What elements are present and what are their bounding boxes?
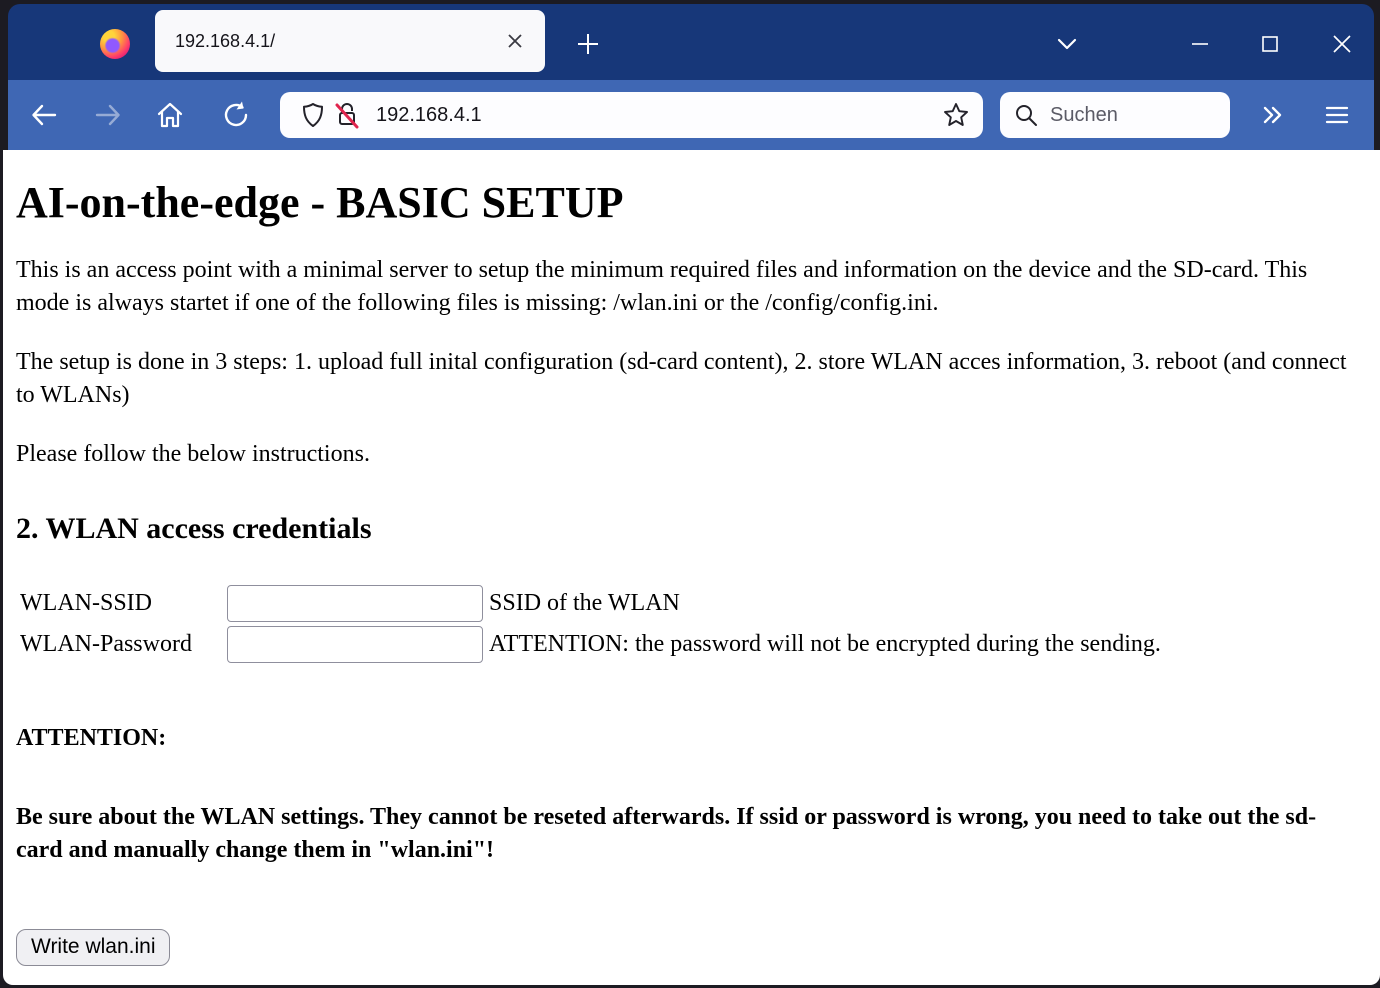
- intro-paragraph-3: Please follow the below instructions.: [16, 441, 370, 468]
- insecure-lock-icon[interactable]: [330, 98, 364, 132]
- home-button[interactable]: [148, 93, 192, 137]
- password-input[interactable]: [227, 626, 483, 663]
- credentials-table: [16, 582, 1165, 666]
- menu-hamburger-icon[interactable]: [1315, 93, 1359, 137]
- close-window-button[interactable]: [1320, 22, 1364, 66]
- search-bar[interactable]: [1000, 92, 1230, 138]
- tab-close-icon[interactable]: [499, 25, 531, 57]
- search-icon: [1014, 103, 1038, 127]
- reload-button[interactable]: [214, 93, 258, 137]
- titlebar: [8, 4, 1374, 80]
- password-label: WLAN-Password: [20, 630, 192, 657]
- back-button[interactable]: [22, 93, 66, 137]
- shield-icon[interactable]: [296, 98, 330, 132]
- table-row: [18, 625, 1163, 664]
- intro-paragraph-2: The setup is done in 3 steps: 1. upload full inital configuration (sd-card content), 2. store WLAN acces information, 3. reboot (and connect to WLANs): [16, 349, 1347, 409]
- ssid-input[interactable]: [227, 585, 483, 622]
- section-heading: 2. WLAN access credentials: [16, 511, 372, 545]
- list-tabs-chevron-icon[interactable]: [1045, 22, 1089, 66]
- forward-button[interactable]: [86, 93, 130, 137]
- url-bar[interactable]: [280, 92, 983, 138]
- password-description: ATTENTION: the password will not be encrypted during the sending.: [489, 630, 1161, 657]
- attention-text: Be sure about the WLAN settings. They cannot be reseted afterwards. If ssid or password is wrong, you need to take out the sd-card and manually change them in "wlan.ini"!: [16, 803, 1317, 863]
- overflow-chevrons-icon[interactable]: [1251, 93, 1295, 137]
- tab-title: 192.168.4.1/: [175, 30, 276, 51]
- navigation-toolbar: [8, 80, 1374, 150]
- browser-tab[interactable]: [155, 10, 545, 72]
- attention-heading: ATTENTION:: [16, 724, 167, 751]
- ssid-label: WLAN-SSID: [20, 589, 152, 616]
- page-content: [3, 150, 1380, 985]
- bookmark-star-icon[interactable]: [939, 98, 973, 132]
- firefox-icon[interactable]: [100, 29, 130, 59]
- write-wlan-button[interactable]: Write wlan.ini: [16, 929, 170, 966]
- intro-paragraph-1: This is an access point with a minimal server to setup the minimum required files and information on the device and the SD-card. This mode is always startet if one of the following files is missing: /wlan.ini or the /config/config.ini.: [16, 257, 1308, 317]
- url-text[interactable]: 192.168.4.1: [376, 103, 482, 126]
- page-title: AI-on-the-edge - BASIC SETUP: [16, 178, 624, 227]
- table-row: [18, 584, 1163, 623]
- ssid-description: SSID of the WLAN: [489, 589, 680, 616]
- new-tab-button[interactable]: [566, 22, 610, 66]
- search-input[interactable]: [1048, 103, 1208, 128]
- maximize-button[interactable]: [1248, 22, 1292, 66]
- minimize-button[interactable]: [1178, 22, 1222, 66]
